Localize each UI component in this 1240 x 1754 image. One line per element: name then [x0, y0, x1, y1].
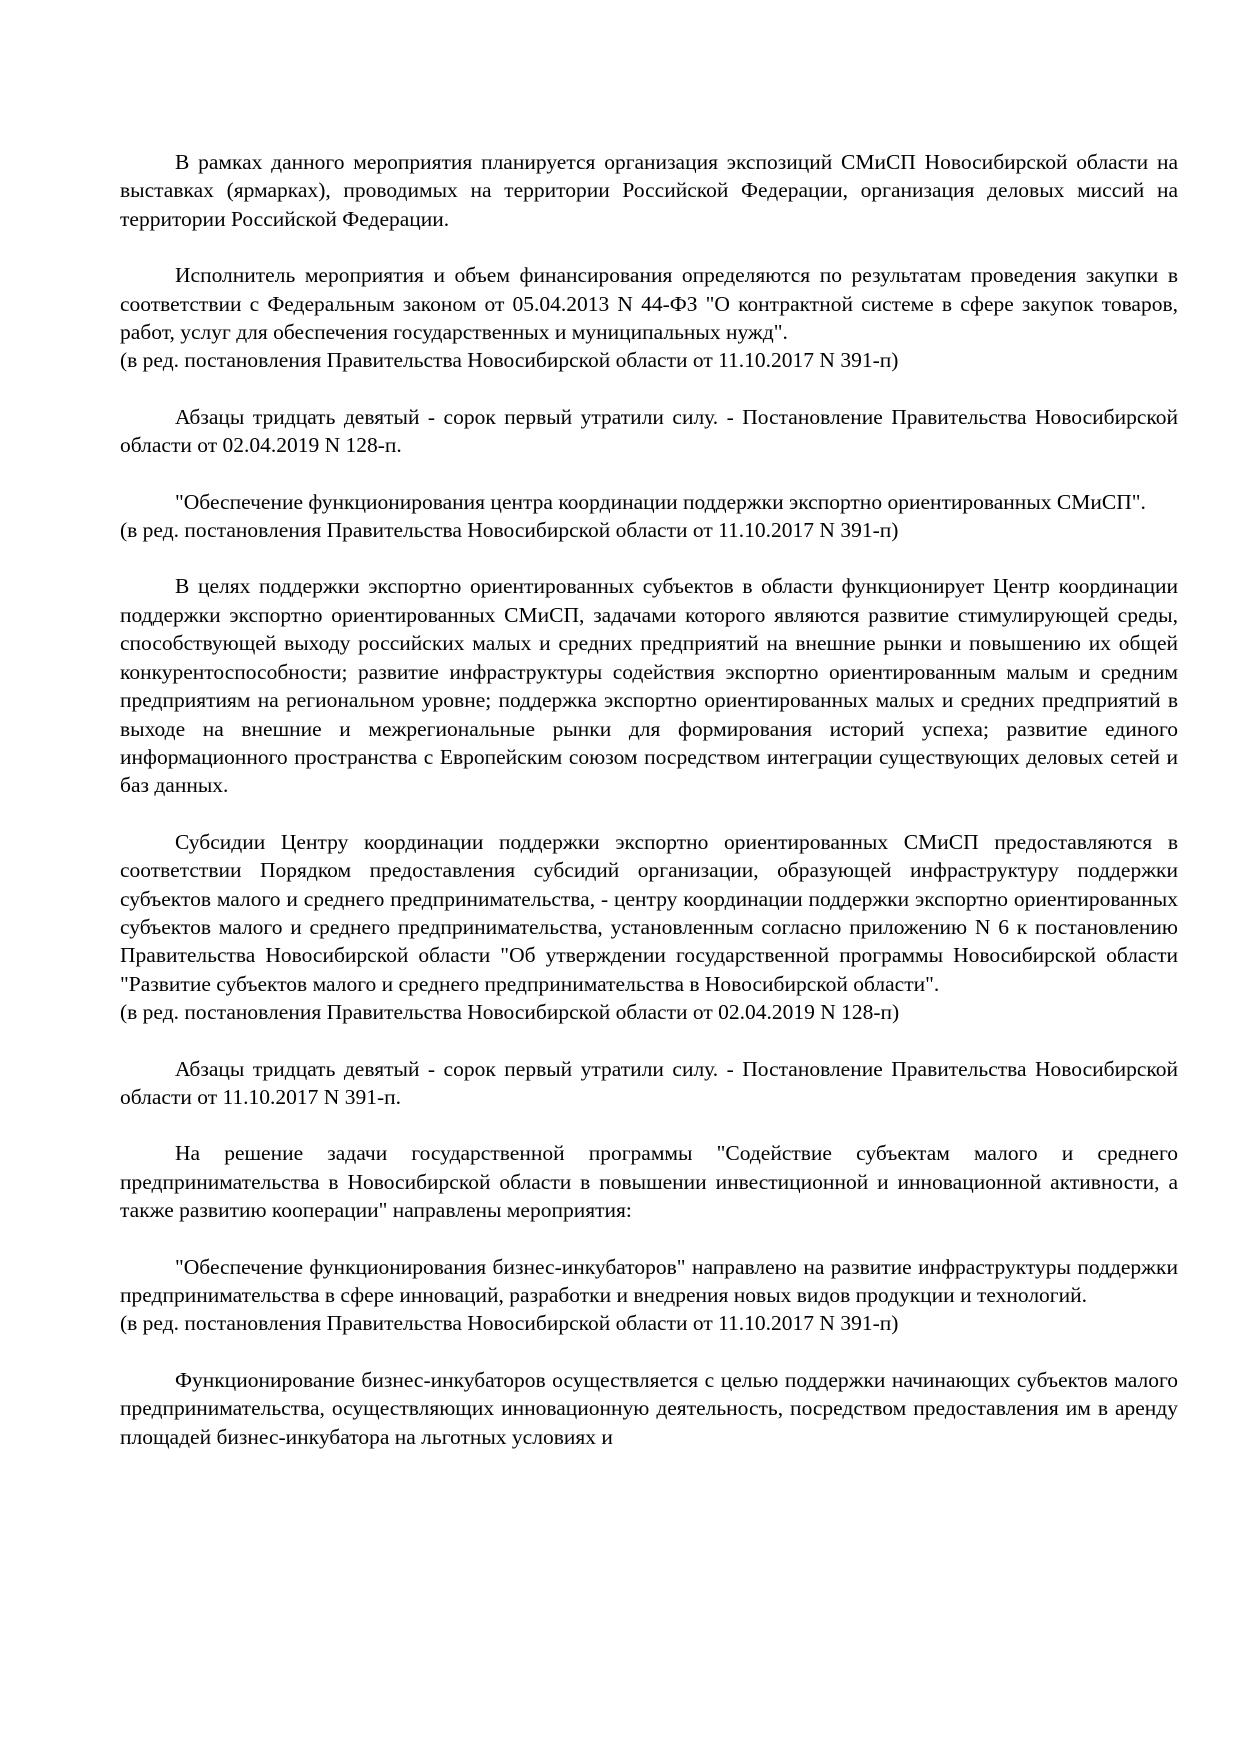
paragraph: Абзацы тридцать девятый - сорок первый утратили силу. - Постановление Правительства Новосибирской области от 11.10.2017 N 391-п. [120, 1056, 1178, 1109]
text-block-8 [120, 1139, 1178, 1224]
paragraph: "Обеспечение функционирования бизнес-инкубаторов" направлено на развитие инфраструктуры поддержки предпринимательства в сфере инноваций, разработки и внедрения новых видов продукции и технологий. [120, 1254, 1178, 1307]
text-block-5 [120, 572, 1178, 799]
amendment-note: (в ред. постановления Правительства Новосибирской области от 02.04.2019 N 128-п) [120, 1000, 900, 1025]
text-block-7 [120, 1055, 1178, 1112]
paragraph: В целях поддержки экспортно ориентированных субъектов в области функционирует Центр координации поддержки экспортно ориентированных СМиСП, задачами которого являются развитие стимулирующей среды, способствующей выходу российских малых и средних предприятий на внешние рынки и повышению их общей конкурентоспособности; развитие инфраструктуры содействия экспортно ориентированным малым и средним предприятиям на региональном уровне; поддержка экспортно ориентированных малых и средних предприятий в выходе на внешние и межрегиональные рынки для формирования историй успеха; развитие единого информационного пространства с Европейским союзом посредством интеграции существующих деловых сетей и баз данных. [120, 574, 1178, 798]
text-block-10 [120, 1366, 1178, 1451]
text-block-3 [120, 403, 1178, 460]
amendment-note: (в ред. постановления Правительства Новосибирской области от 11.10.2017 N 391-п) [120, 348, 899, 373]
text-block-9 [120, 1253, 1178, 1338]
paragraph: На решение задачи государственной программы "Содействие субъектам малого и среднего предпринимательства в Новосибирской области в повышении инвестиционной и инновационной активности, а также развитию кооперации" направлены мероприятия: [120, 1141, 1178, 1223]
amendment-note: (в ред. постановления Правительства Новосибирской области от 11.10.2017 N 391-п) [120, 518, 899, 543]
text-block-1 [120, 148, 1178, 233]
text-block-4 [120, 488, 1178, 545]
paragraph: Субсидии Центру координации поддержки экспортно ориентированных СМиСП предоставляются в соответствии Порядком предоставления субсидий организации, образующей инфраструктуру поддержки субъектов малого и среднего предпринимательства, - центру координации поддержки экспортно ориентированных субъектов малого и среднего предпринимательства, установленным согласно приложению N 6 к постановлению Правительства Новосибирской области "Об утверждении государственной программы Новосибирской области "Развитие субъектов малого и среднего предпринимательства в Новосибирской области". [120, 829, 1178, 996]
paragraph: Абзацы тридцать девятый - сорок первый утратили силу. - Постановление Правительства Новосибирской области от 02.04.2019 N 128-п. [120, 404, 1178, 458]
text-block-2 [120, 261, 1178, 375]
paragraph: "Обеспечение функционирования центра координации поддержки экспортно ориентированных СМиСП". [175, 489, 1146, 514]
document-page [120, 148, 1178, 1479]
paragraph: Функционирование бизнес-инкубаторов осуществляется с целью поддержки начинающих субъектов малого предпринимательства, осуществляющих инновационную деятельность, посредством предоставления им в аренду площадей бизнес-инкубатора на льготных условиях и [120, 1367, 1178, 1449]
paragraph: В рамках данного мероприятия планируется организация экспозиций СМиСП Новосибирской области на выставках (ярмарках), проводимых на территории Российской Федерации, организация деловых миссий на территории Российской Федерации. [120, 150, 1178, 231]
amendment-note: (в ред. постановления Правительства Новосибирской области от 11.10.2017 N 391-п) [120, 1311, 899, 1336]
text-block-6 [120, 828, 1178, 1027]
paragraph: Исполнитель мероприятия и объем финансирования определяются по результатам проведения закупки в соответствии с Федеральным законом от 05.04.2013 N 44-ФЗ "О контрактной системе в сфере закупок товаров, работ, услуг для обеспечения государственных и муниципальных нужд". [120, 263, 1178, 345]
